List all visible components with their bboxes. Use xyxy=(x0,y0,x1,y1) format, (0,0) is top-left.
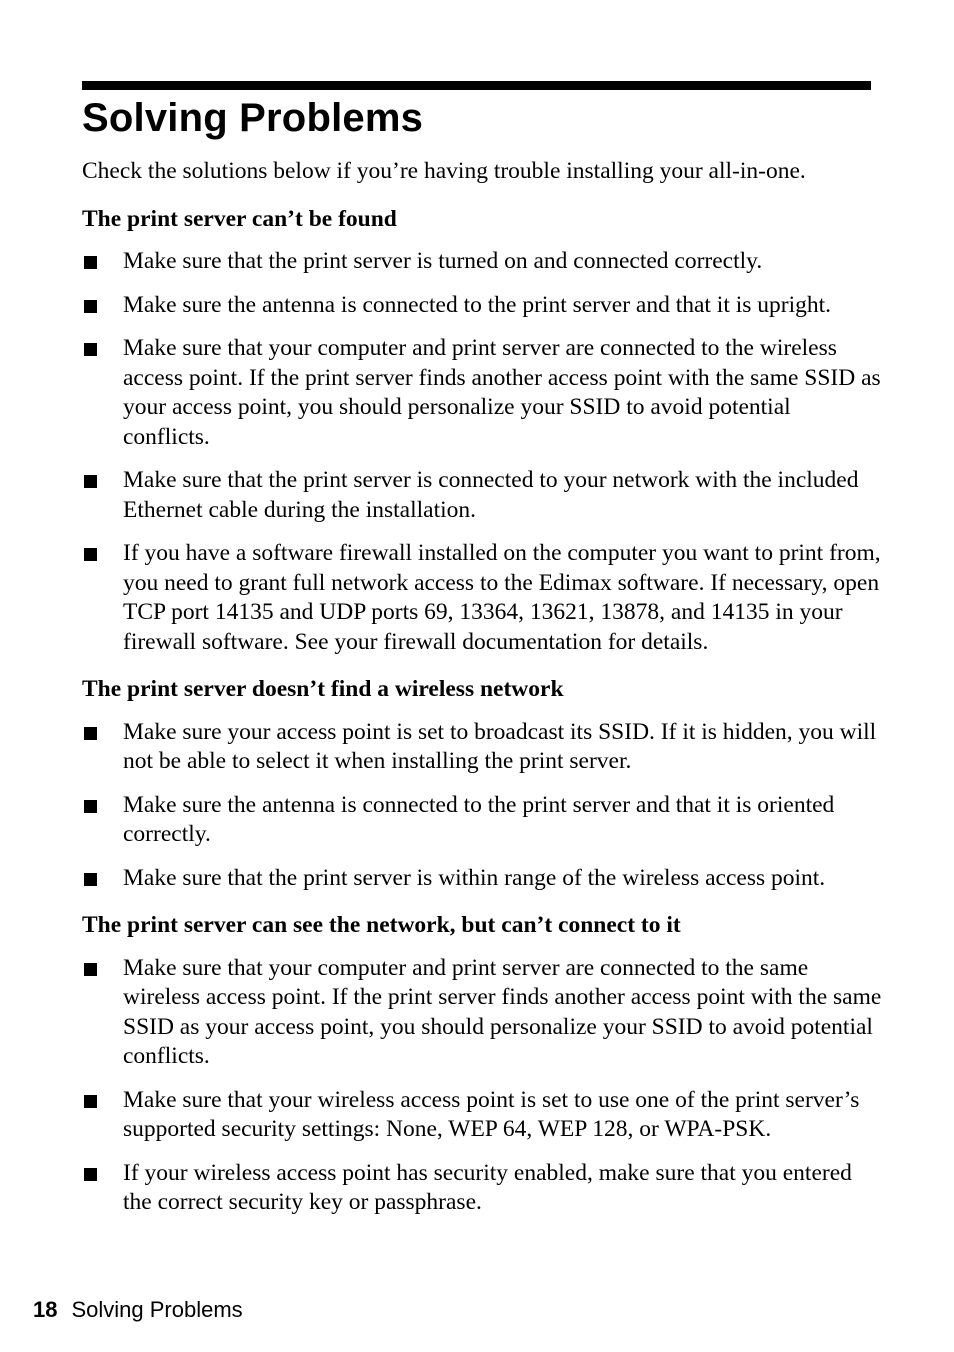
list-item-text: Make sure that the print server is turned on and connected correctly. xyxy=(123,248,763,274)
square-bullet-icon xyxy=(84,1095,97,1108)
section-heading: The print server can’t be found xyxy=(82,205,397,232)
list-item-text: If you have a software firewall installed on the computer you want to print from, you need to grant full network access to the Edimax software. If necessary, open TCP port 14135 and UDP ports 69, 13364, 13621, 13878, and 14135 in your firewall software. See your firewall documentation for details. xyxy=(123,540,881,655)
square-bullet-icon xyxy=(84,343,97,356)
page-content xyxy=(82,157,882,1236)
square-bullet-icon xyxy=(84,300,97,313)
list-item xyxy=(82,1159,882,1218)
list-item-text: Make sure that your computer and print server are connected to the same wireless access point. If the print server finds another access point with the same SSID as your access point, you should personalize your SSID to avoid potential conflicts. xyxy=(123,954,882,1069)
list-item-text: Make sure that your computer and print server are connected to the wireless access point. If the print server finds another access point with the same SSID as your access point, you should personalize your SSID to avoid potential conflicts. xyxy=(123,335,881,450)
section-heading: The print server doesn’t find a wireless network xyxy=(82,676,564,702)
list-item-text: Make sure the antenna is connected to the print server and that it is upright. xyxy=(123,291,832,318)
square-bullet-icon xyxy=(84,548,97,561)
list-item xyxy=(82,791,882,850)
list-item-text: Make sure the antenna is connected to the print server and that it is oriented correctly. xyxy=(123,791,835,847)
list-item xyxy=(82,291,882,321)
section-heading: The print server can see the network, but can’t connect to it xyxy=(82,912,681,938)
page-title: Solving Problems xyxy=(82,96,424,140)
list-item xyxy=(82,1086,882,1145)
square-bullet-icon xyxy=(84,963,97,976)
footer-label: Solving Problems xyxy=(71,1297,243,1322)
bullet-list xyxy=(82,247,882,657)
list-item-text: Make sure that the print server is connected to your network with the included Ethernet cable during the installation. xyxy=(123,467,859,523)
bullet-list xyxy=(82,954,882,1218)
list-item-text: If your wireless access point has security enabled, make sure that you entered the correct security key or passphrase. xyxy=(123,1159,852,1215)
square-bullet-icon xyxy=(84,727,97,740)
square-bullet-icon xyxy=(84,256,97,269)
list-item xyxy=(82,334,882,452)
list-item xyxy=(82,247,882,277)
intro-text: Check the solutions below if you’re having trouble installing your all-in-one. xyxy=(82,158,806,184)
title-rule xyxy=(82,81,871,90)
page-number: 18 xyxy=(33,1297,58,1322)
square-bullet-icon xyxy=(84,800,97,813)
square-bullet-icon xyxy=(84,873,97,886)
list-item xyxy=(82,864,882,894)
list-item xyxy=(82,539,882,657)
bullet-list xyxy=(82,718,882,894)
list-item xyxy=(82,954,882,1072)
list-item-text: Make sure that your wireless access point is set to use one of the print server’s supported security settings: None, WEP 64, WEP 128, or WPA-PSK. xyxy=(123,1086,860,1142)
list-item xyxy=(82,466,882,525)
list-item-text: Make sure your access point is set to broadcast its SSID. If it is hidden, you will not be able to select it when installing the print server. xyxy=(123,718,877,774)
page-footer xyxy=(33,1296,243,1324)
square-bullet-icon xyxy=(84,1168,97,1181)
list-item xyxy=(82,718,882,777)
square-bullet-icon xyxy=(84,475,97,488)
list-item-text: Make sure that the print server is within range of the wireless access point. xyxy=(123,864,826,891)
